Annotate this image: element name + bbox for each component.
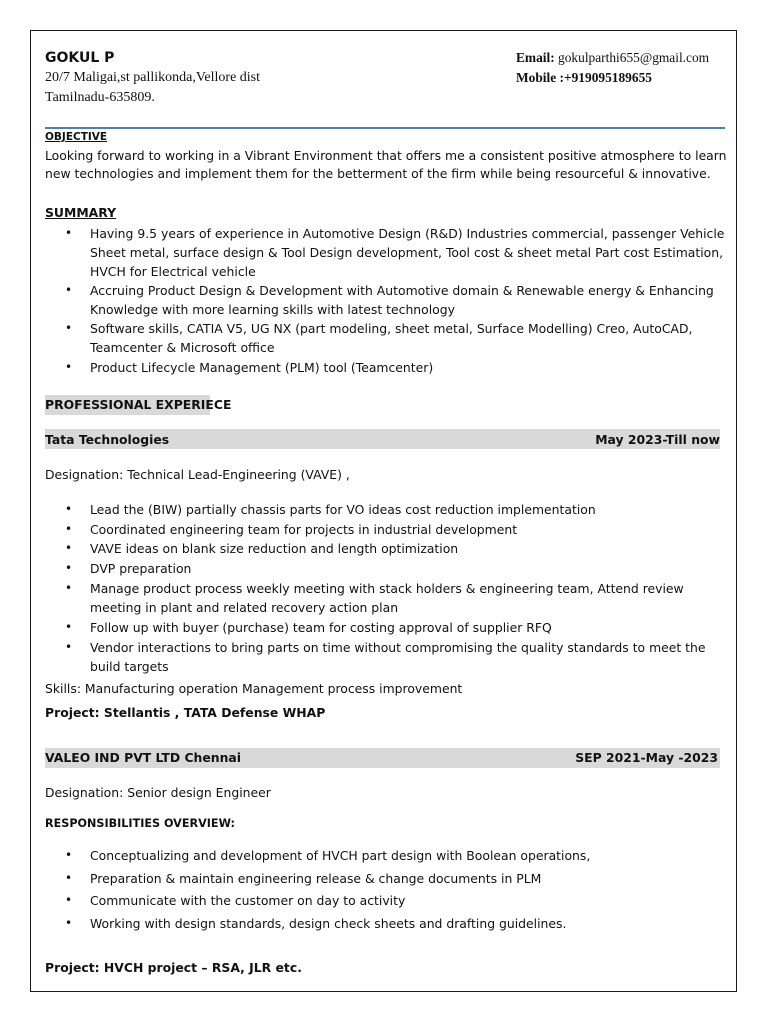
job-2-project: Project: HVCH project – RSA, JLR etc. (45, 960, 302, 975)
job-1-company: Tata Technologies (45, 432, 170, 447)
summary-item-3-line-1: Software skills, CATIA V5, UG NX (part modeling, sheet metal, Surface Modelling) Creo, AutoCAD, (90, 321, 693, 336)
candidate-name: GOKUL P (45, 50, 115, 66)
bullet-icon: • (65, 620, 73, 634)
job-1-bullet-2: Coordinated engineering team for projects in industrial development (90, 522, 518, 537)
job-1-bullet-5-line-2: meeting in plant and related recovery action plan (90, 600, 399, 615)
job-2-period: SEP 2021-May -2023 (575, 750, 718, 765)
job-1-bullet-7-line-1: Vendor interactions to bring parts on time without compromising the quality standards to meet the (90, 640, 706, 655)
job-1-bullet-3: VAVE ideas on blank size reduction and length optimization (90, 541, 459, 556)
bullet-icon: • (65, 360, 73, 374)
bullet-icon: • (65, 581, 73, 595)
bullet-icon: • (65, 502, 73, 516)
address-line-2: Tamilnadu-635809. (45, 90, 155, 105)
summary-item-4-line-1: Product Lifecycle Management (PLM) tool (Teamcenter) (90, 360, 434, 375)
objective-heading: OBJECTIVE (45, 131, 108, 143)
bullet-icon: • (65, 561, 73, 575)
responsibilities-heading: RESPONSIBILITIES OVERVIEW: (45, 817, 236, 830)
address-line-1: 20/7 Maligai,st pallikonda,Vellore dist (45, 70, 261, 85)
objective-line-2: new technologies and implement them for the betterment of the firm while being resourceful & innovative. (45, 166, 711, 181)
summary-item-1-line-1: Having 9.5 years of experience in Automotive Design (R&D) Industries commercial, passenger Vehicle (90, 226, 725, 241)
job-1-period: May 2023-Till now (595, 432, 720, 447)
job-1-bullet-5-line-1: Manage product process weekly meeting with stack holders & engineering team, Attend review (90, 581, 684, 596)
bullet-icon: • (65, 321, 73, 335)
summary-item-1-line-3: HVCH for Electrical vehicle (90, 264, 256, 279)
email-label: Email: (516, 50, 555, 65)
mobile-value: +919095189655 (563, 70, 652, 85)
bullet-icon: • (65, 848, 73, 862)
job-2-bullet-3: Communicate with the customer on day to activity (90, 893, 406, 908)
bullet-icon: • (65, 283, 73, 297)
bullet-icon: • (65, 522, 73, 536)
job-1-bullet-6: Follow up with buyer (purchase) team for costing approval of supplier RFQ (90, 620, 552, 635)
bullet-icon: • (65, 541, 73, 555)
job-2-bullet-2: Preparation & maintain engineering release & change documents in PLM (90, 871, 542, 886)
bullet-icon: • (65, 640, 73, 654)
summary-item-2-line-1: Accruing Product Design & Development with Automotive domain & Renewable energy & Enhancing (90, 283, 714, 298)
header-divider (45, 127, 725, 129)
mobile-label: Mobile : (516, 70, 564, 85)
job-1-designation: Designation: Technical Lead-Engineering (VAVE) , (45, 467, 350, 482)
job-2-bullet-1: Conceptualizing and development of HVCH part design with Boolean operations, (90, 848, 591, 863)
bullet-icon: • (65, 893, 73, 907)
experience-heading: PROFESSIONAL EXPERIECE (45, 397, 232, 412)
objective-line-1: Looking forward to working in a Vibrant Environment that offers me a consistent positive atmosphere to learn (45, 148, 727, 163)
bullet-icon: • (65, 871, 73, 885)
bullet-icon: • (65, 916, 73, 930)
bullet-icon: • (65, 226, 73, 240)
job-1-bullet-4: DVP preparation (90, 561, 192, 576)
email-value: gokulparthi655@gmail.com (554, 50, 710, 65)
summary-item-2-line-2: Knowledge with more learning skills with latest technology (90, 302, 455, 317)
job-1-bullet-7-line-2: build targets (90, 659, 169, 674)
summary-item-3-line-2: Teamcenter & Microsoft office (90, 340, 275, 355)
summary-heading: SUMMARY (45, 205, 117, 220)
job-2-designation: Designation: Senior design Engineer (45, 785, 271, 800)
job-2-bullet-4: Working with design standards, design check sheets and drafting guidelines. (90, 916, 567, 931)
summary-item-1-line-2: Sheet metal, surface design & Tool Design development, Tool cost & sheet metal Part cost Estimation, (90, 245, 724, 260)
mobile-line (516, 70, 652, 86)
job-1-skills: Skills: Manufacturing operation Management process improvement (45, 681, 463, 696)
email-line (516, 50, 709, 66)
job-1-bullet-1: Lead the (BIW) partially chassis parts for VO ideas cost reduction implementation (90, 502, 596, 517)
job-1-project: Project: Stellantis , TATA Defense WHAP (45, 705, 326, 720)
job-2-company: VALEO IND PVT LTD Chennai (45, 750, 242, 765)
